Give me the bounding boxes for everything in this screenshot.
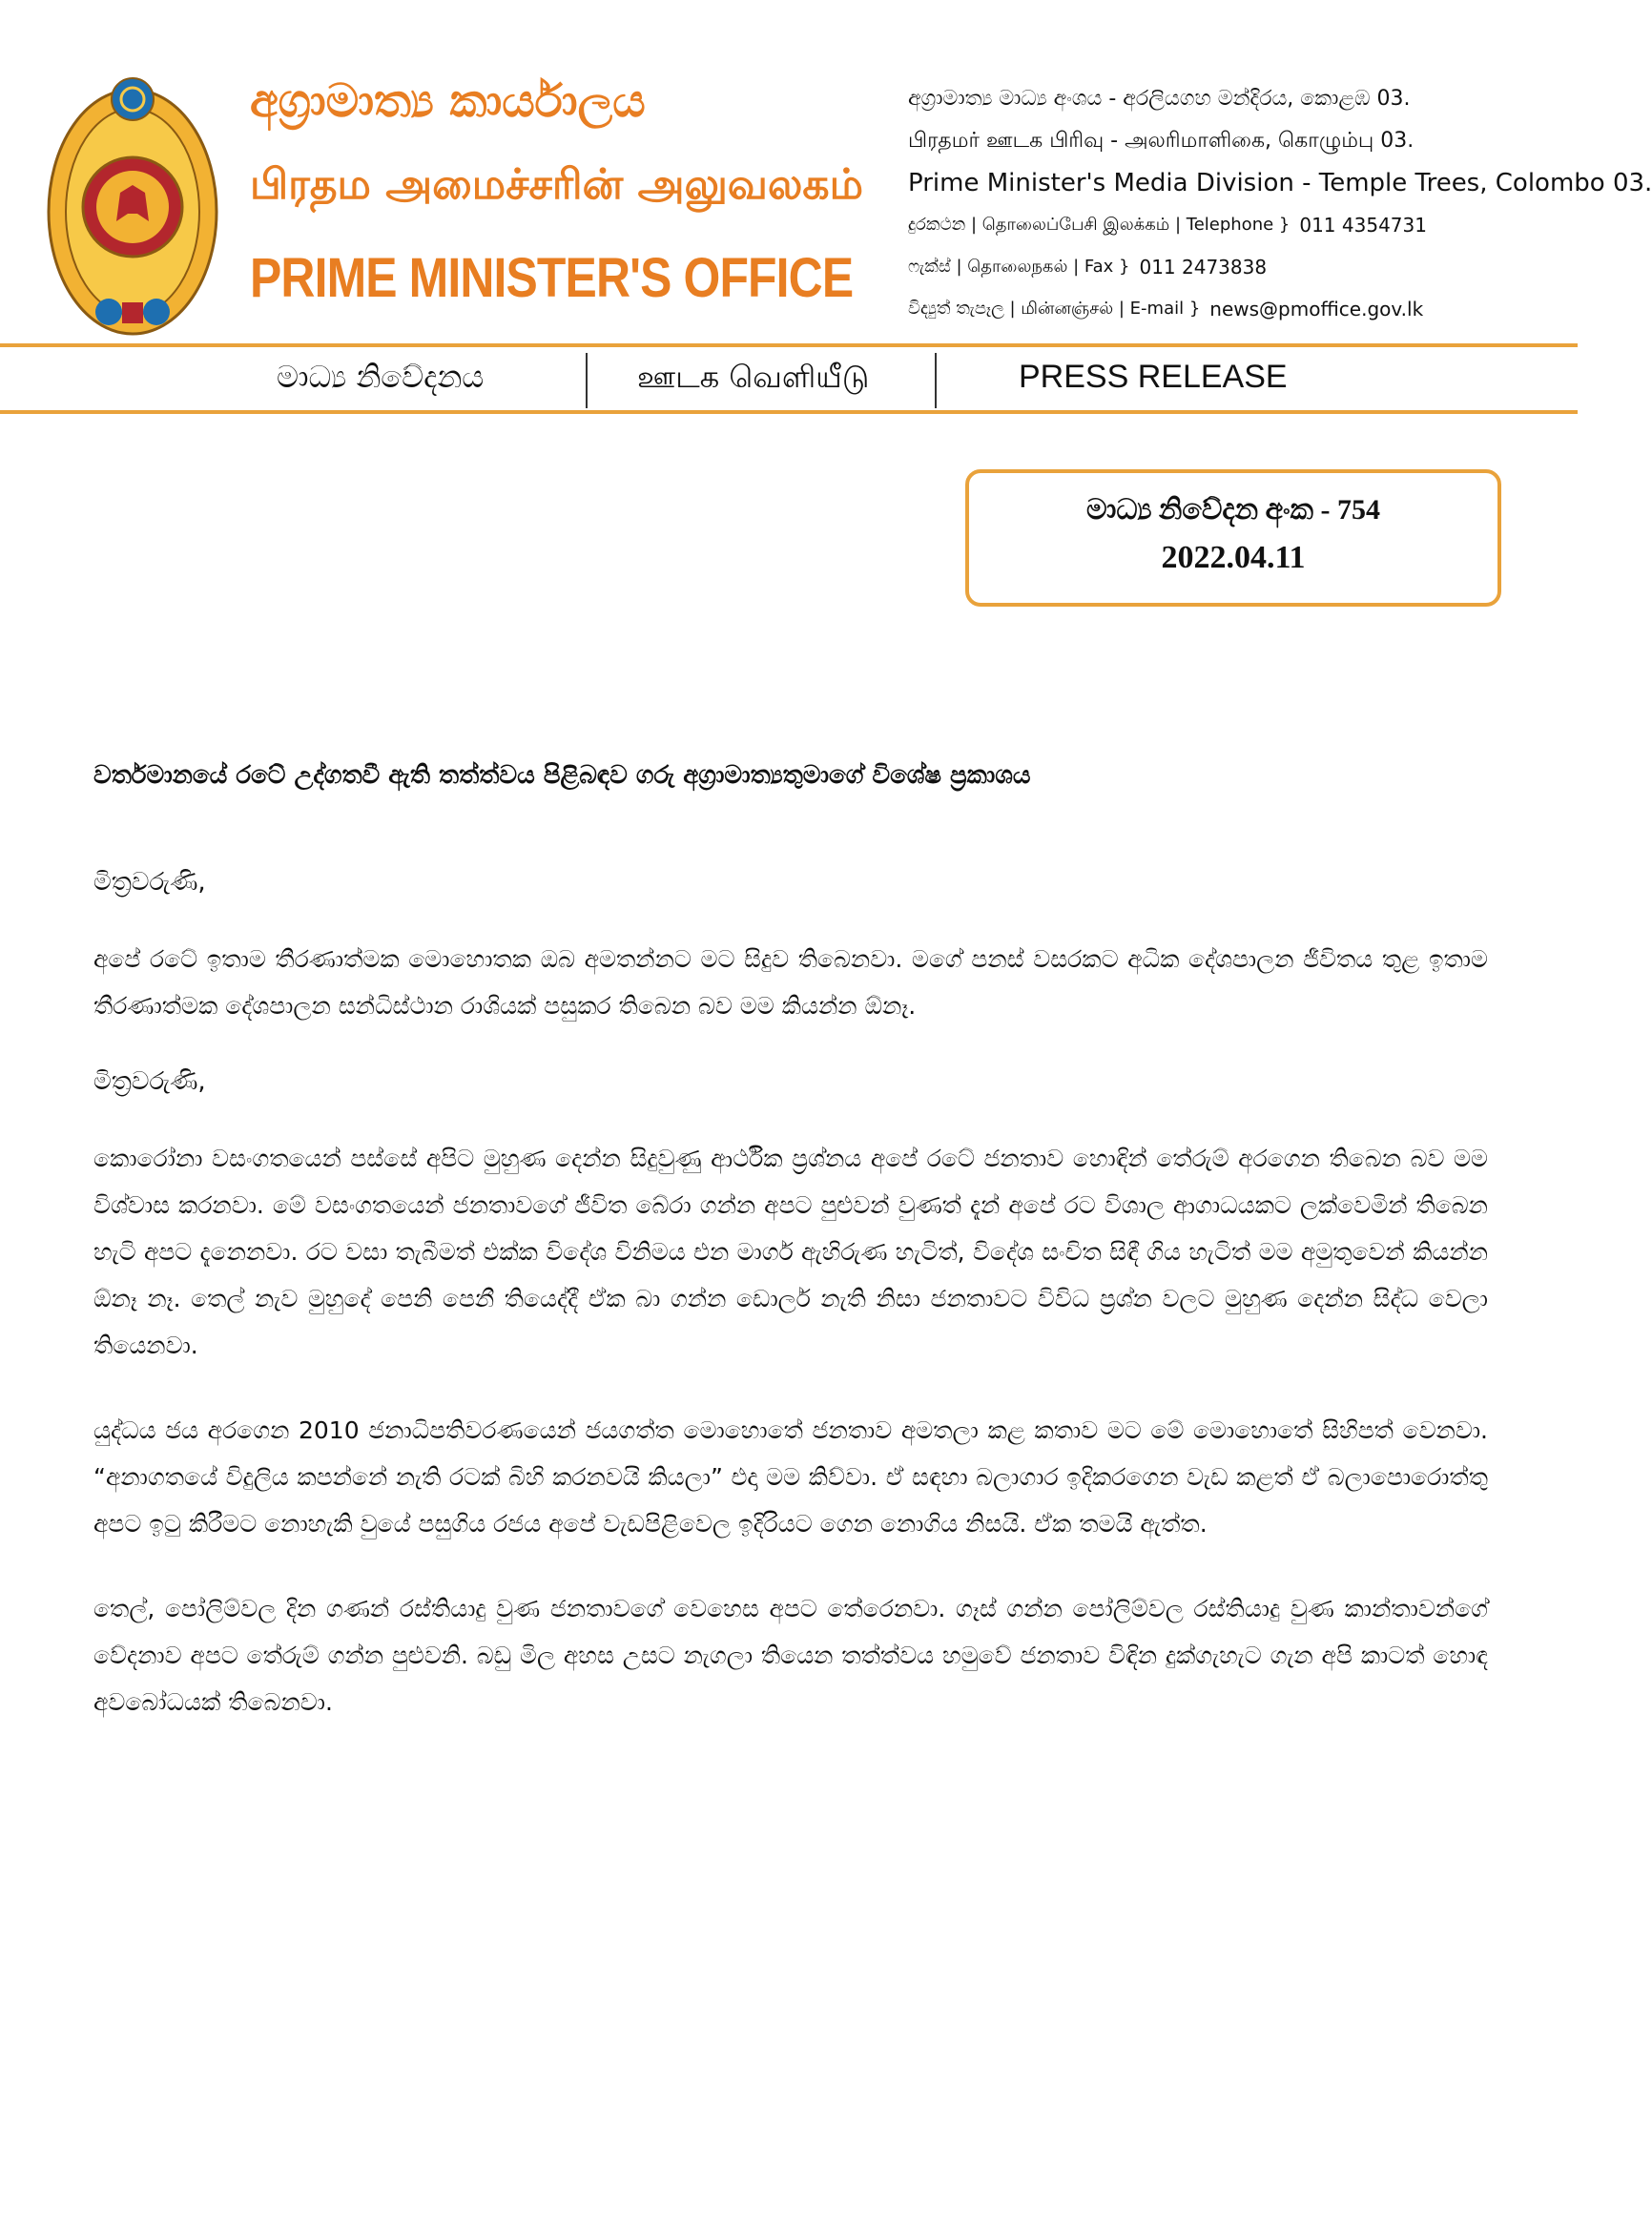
address-tamil: பிரதமர் ஊடக பிரிவு - அலரிமாளிகை, கொழும்பு 03. xyxy=(908,129,1415,153)
nav-separator xyxy=(586,353,588,408)
release-date: 2022.04.11 xyxy=(1161,540,1306,575)
office-title-tamil: பிரதம அமைச்சரின் அலுவலகம் xyxy=(250,160,863,209)
press-release-label-sinhala: මාධ්‍ය නිවේදනය xyxy=(277,359,485,395)
fax-number: 011 2473838 xyxy=(1139,256,1268,279)
telephone-number: 011 4354731 xyxy=(1299,214,1427,237)
press-release-label-english: PRESS RELEASE xyxy=(1019,359,1288,395)
paragraph: අපේ රටේ ඉතාම තීරණාත්මක මොහොතක ඔබ අමතන්නට මට සිදුව තිබෙනවා. මගේ පනස් වසරකට අධික දේශපාලන ජීවිතය තුළ ඉතාම තීරණාත්මක දේශපාලන සන්ධිස්ථාන රාශියක් පසුකර තිබෙන බව මම කියන්න ඕනෑ. xyxy=(93,945,1488,1020)
paragraph: තෙල්, පෝලිම්වල දින ගණන් රස්තියාදු වුණ ජනතාවගේ වෙහෙස අපට තේරෙනවා. ගෑස් ගන්න පෝලිම්වල රස්තියාදු වුණ කාන්තාවන්ගේ වේදනාව අපට තේරුම් ගන්න පුළුවනි. බඩු මිල අහස උසට නැගලා තියෙන තත්ත්වය හමුවේ ජනතාව විඳින දුක්ගැහැට ගැන අපි කාටත් හොඳ අවබෝධයක් තිබෙනවා. xyxy=(93,1595,1488,1716)
email-link[interactable]: news@pmoffice.gov.lk xyxy=(1209,298,1424,320)
telephone-row xyxy=(908,204,1547,246)
release-reference-box xyxy=(965,469,1501,607)
office-title-sinhala: අග්‍රාමාත්‍ය කාර්යාලය xyxy=(250,74,646,128)
address-english: Prime Minister's Media Division - Temple Trees, Colombo 03. xyxy=(908,169,1652,197)
salutation: මිත්‍රවරුණි, xyxy=(93,1067,206,1096)
office-title-english: PRIME MINISTER'S OFFICE xyxy=(250,247,854,309)
header-divider-bottom xyxy=(0,410,1578,414)
document-body xyxy=(93,868,1488,1764)
email-row xyxy=(908,288,1547,330)
release-type-bar xyxy=(0,349,1578,408)
press-release-label-tamil: ஊடக வெளியீடு xyxy=(637,359,870,395)
nav-separator xyxy=(935,353,937,408)
fax-row xyxy=(908,246,1547,288)
email-label: විද්‍යුත් තැපෑල | மின்னஞ்சல் | E-mail } xyxy=(908,299,1201,319)
sri-lanka-emblem-icon xyxy=(42,69,223,341)
telephone-label: දුරකථන | தொலைப்பேசி இலக்கம் | Telephone } xyxy=(908,215,1291,235)
salutation: මිත්‍රවරුණි, xyxy=(93,868,206,897)
address-sinhala: අග්‍රාමාත්‍ය මාධ්‍ය අංශය - අරලියගහ මන්දිරය, කොළඹ 03. xyxy=(908,87,1411,111)
paragraph: කොරෝනා වසංගතයෙන් පස්සේ අපිට මුහුණ දෙන්න සිදුවුණු ආර්ථික ප්‍රශ්නය අපේ රටේ ජනතාව හොඳින් තේරුම් අරගෙන තිබෙන බව මම විශ්වාස කරනවා. මේ වසංගතයෙන් ජනතාවගේ ජීවිත බේරා ගන්න අපට පුළුවන් වුණත් දැන් අපේ රට විශාල ආගාධයකට ලක්වෙමින් තිබෙන හැටි අපට දැනෙනවා. රට වසා තැබීමත් එක්ක විදේශ විනිමය එන මාර්ග ඇහිරුණ හැටිත්, විදේශ සංචිත සිඳී ගිය හැටිත් මම අමුතුවෙන් කියන්න ඕනෑ නෑ. තෙල් නැව මුහුදේ පෙනි පෙනී තියෙද්දී ඒක බා ගන්න ඩොලර් නැති නිසා ජනතාවට විවිධ ප්‍රශ්න වලට මුහුණ දෙන්න සිද්ධ වෙලා තියෙනවා. xyxy=(93,1145,1488,1359)
header-divider-top xyxy=(0,343,1578,347)
fax-label: ෆැක්ස් | தொலைநகல் | Fax } xyxy=(908,257,1130,277)
document-heading: වර්තමානයේ රටේ උද්ගතවී ඇති තත්ත්වය පිළිබඳව ගරු අග්‍රාමාත්‍යතුමාගේ විශේෂ ප්‍රකාශය xyxy=(93,761,1031,790)
paragraph: යුද්ධය ජය අරගෙන 2010 ජනාධිපතිවරණයෙන් ජයගත්ත මොහොතේ ජනතාව අමතලා කළ කතාව මට මේ මොහොතේ සිහිපත් වෙනවා. “අනාගතයේ විදුලිය කපන්නේ නැති රටක් බිහි කරනවයි කියලා” එදා මම කිව්වා. ඒ සඳහා බලාගාර ඉදිකරගෙන වැඩ කළත් ඒ බලාපොරොත්තු අපට ඉටු කිරීමට නොහැකි වුයේ පසුගිය රජය අපේ වැඩපිළිවෙල ඉදිරියට ගෙන නොගිය නිසයි. ඒක තමයි ඇත්ත. xyxy=(93,1416,1488,1538)
release-number: මාධ්‍ය නිවේදන අංක - 754 xyxy=(1085,494,1381,526)
contact-block xyxy=(908,78,1652,330)
